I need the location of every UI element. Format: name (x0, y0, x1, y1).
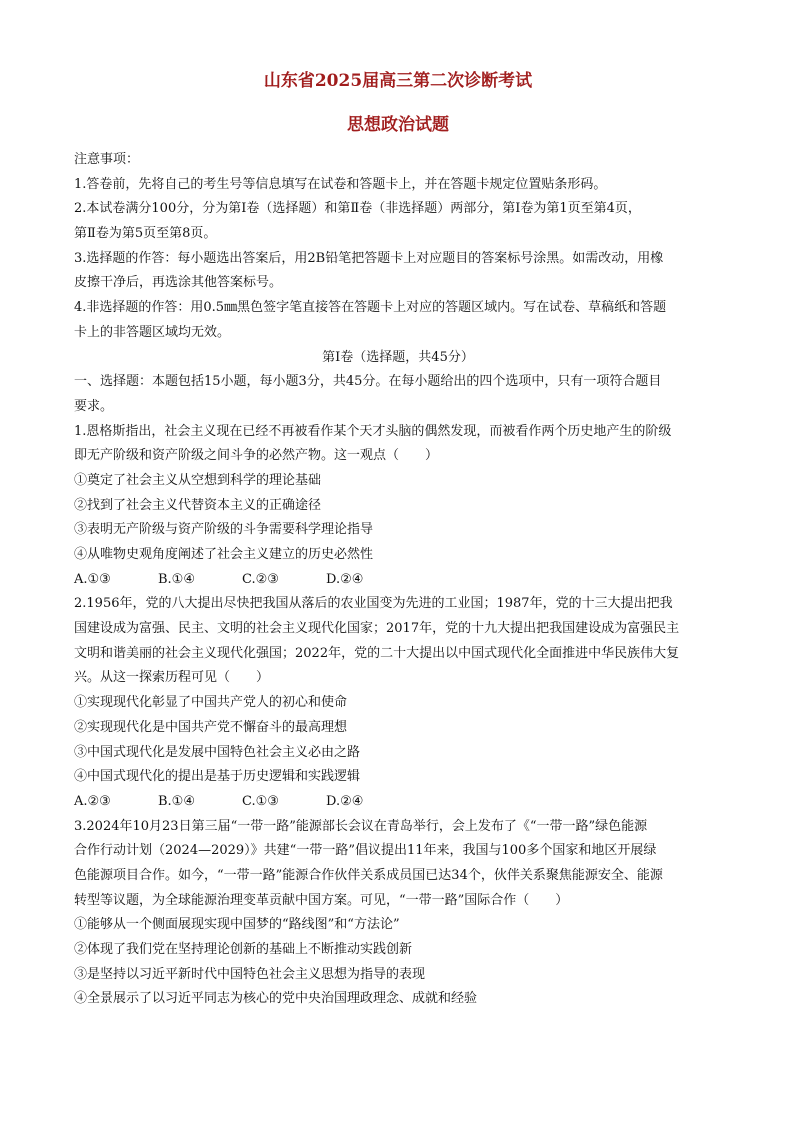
exam-body (74, 148, 722, 1012)
question-stem-line: 合作行动计划（2024—2029）》共建“一带一路”倡议提出11年来，我国与100多个国家和地区开展绿 (74, 843, 657, 859)
answer-choice-a: A.①③ (74, 571, 111, 587)
question-stem-line: 即无产阶级和资产阶级之间斗争的必然产物。这一观点（ ） (74, 448, 439, 464)
notice-line: 4.非选择题的作答：用0.5㎜黑色签字笔直接答在答题卡上对应的答题区域内。写在试卷、草稿纸和答题 (74, 300, 667, 316)
question-stem-line: 3.2024年10月23日第三届“一带一路”能源部长会议在青岛举行，会上发布了《“一带一路”绿色能源 (74, 818, 648, 834)
question-option: ②找到了社会主义代替资本主义的正确途径 (74, 497, 322, 513)
notice-block (74, 148, 722, 346)
question-option: ②实现现代化是中国共产党不懈奋斗的最高理想 (74, 719, 348, 735)
question-3 (74, 815, 722, 1013)
section-title: 第Ⅰ卷（选择题，共45分） (322, 349, 474, 365)
answer-choice-a: A.②③ (74, 793, 111, 809)
answer-choice-b: B.①④ (158, 571, 195, 587)
exam-title: 山东省2025届高三第二次诊断考试 (263, 71, 533, 91)
section-intro-line: 要求。 (74, 398, 114, 414)
question-stem-line: 色能源项目合作。如今，“一带一路”能源合作伙伴关系成员国已达34个，伙伴关系聚焦能源安全、能源 (74, 867, 663, 883)
question-stem-line: 1.恩格斯指出，社会主义现在已经不再被看作某个天才头脑的偶然发现，而被看作两个历史地产生的阶级 (74, 423, 672, 439)
notice-line: 1.答卷前，先将自己的考生号等信息填写在试卷和答题卡上，并在答题卡规定位置贴条形码。 (74, 176, 607, 192)
notice-line: 卡上的非答题区域均无效。 (74, 324, 231, 340)
question-option: ③中国式现代化是发展中国特色社会主义必由之路 (74, 744, 361, 760)
question-option: ④中国式现代化的提出是基于历史逻辑和实践逻辑 (74, 769, 361, 785)
notice-line: 第Ⅱ卷为第5页至第8页。 (74, 226, 217, 242)
question-option: ③是坚持以习近平新时代中国特色社会主义思想为指导的表现 (74, 966, 426, 982)
answer-choice-d: D.②④ (326, 793, 364, 809)
question-option: ②体现了我们党在坚持理论创新的基础上不断推动实践创新 (74, 942, 413, 957)
question-option: ④从唯物史观角度阐述了社会主义建立的历史必然性 (74, 547, 374, 562)
question-option: ①能够从一个侧面展现实现中国梦的“路线图”和“方法论” (74, 917, 400, 933)
section-block (74, 346, 722, 420)
question-option: ①奠定了社会主义从空想到科学的理论基础 (74, 472, 322, 488)
notice-heading: 注意事项： (74, 152, 140, 167)
question-stem-line: 国建设成为富强、民主、文明的社会主义现代化国家；2017年，党的十九大提出把我国建设成为富强民主 (74, 621, 680, 637)
question-stem-line: 文明和谐美丽的社会主义现代化强国；2022年，党的二十大提出以中国式现代化全面推进中华民族伟大复 (74, 645, 680, 661)
answer-choice-c: C.①③ (242, 793, 279, 809)
question-2 (74, 592, 722, 814)
section-intro-line: 一、选择题：本题包括15小题，每小题3分，共45分。在每小题给出的四个选项中，只有一项符合题目 (74, 374, 662, 390)
answer-choice-d: D.②④ (326, 571, 364, 587)
notice-line: 3.选择题的作答：每小题选出答案后，用2B铅笔把答题卡上对应题目的答案标号涂黑。如需改动，用橡 (74, 250, 664, 266)
question-stem-line: 2.1956年，党的八大提出尽快把我国从落后的农业国变为先进的工业国；1987年，党的十三大提出把我 (74, 596, 673, 612)
answer-choices (74, 568, 722, 593)
exam-subtitle: 思想政治试题 (347, 115, 449, 135)
answer-choice-c: C.②③ (242, 571, 279, 587)
question-stem-line: 转型等议题，为全球能源治理变革贡献中国方案。可见，“一带一路”国际合作（ ） (74, 892, 569, 908)
notice-line: 2.本试卷满分100分，分为第Ⅰ卷（选择题）和第Ⅱ卷（非选择题）两部分，第Ⅰ卷为第1页至第4页， (74, 201, 641, 217)
question-1 (74, 420, 722, 593)
notice-line: 皮擦干净后，再选涂其他答案标号。 (74, 275, 283, 291)
answer-choice-b: B.①④ (158, 793, 195, 809)
question-stem-line: 兴。从这一探索历程可见（ ） (74, 670, 270, 686)
answer-choices (74, 790, 722, 815)
question-option: ③表明无产阶级与资产阶级的斗争需要科学理论指导 (74, 522, 374, 538)
question-option: ①实现现代化彰显了中国共产党人的初心和使命 (74, 695, 348, 711)
question-option: ④全景展示了以习近平同志为核心的党中央治国理政理念、成就和经验 (74, 991, 478, 1007)
